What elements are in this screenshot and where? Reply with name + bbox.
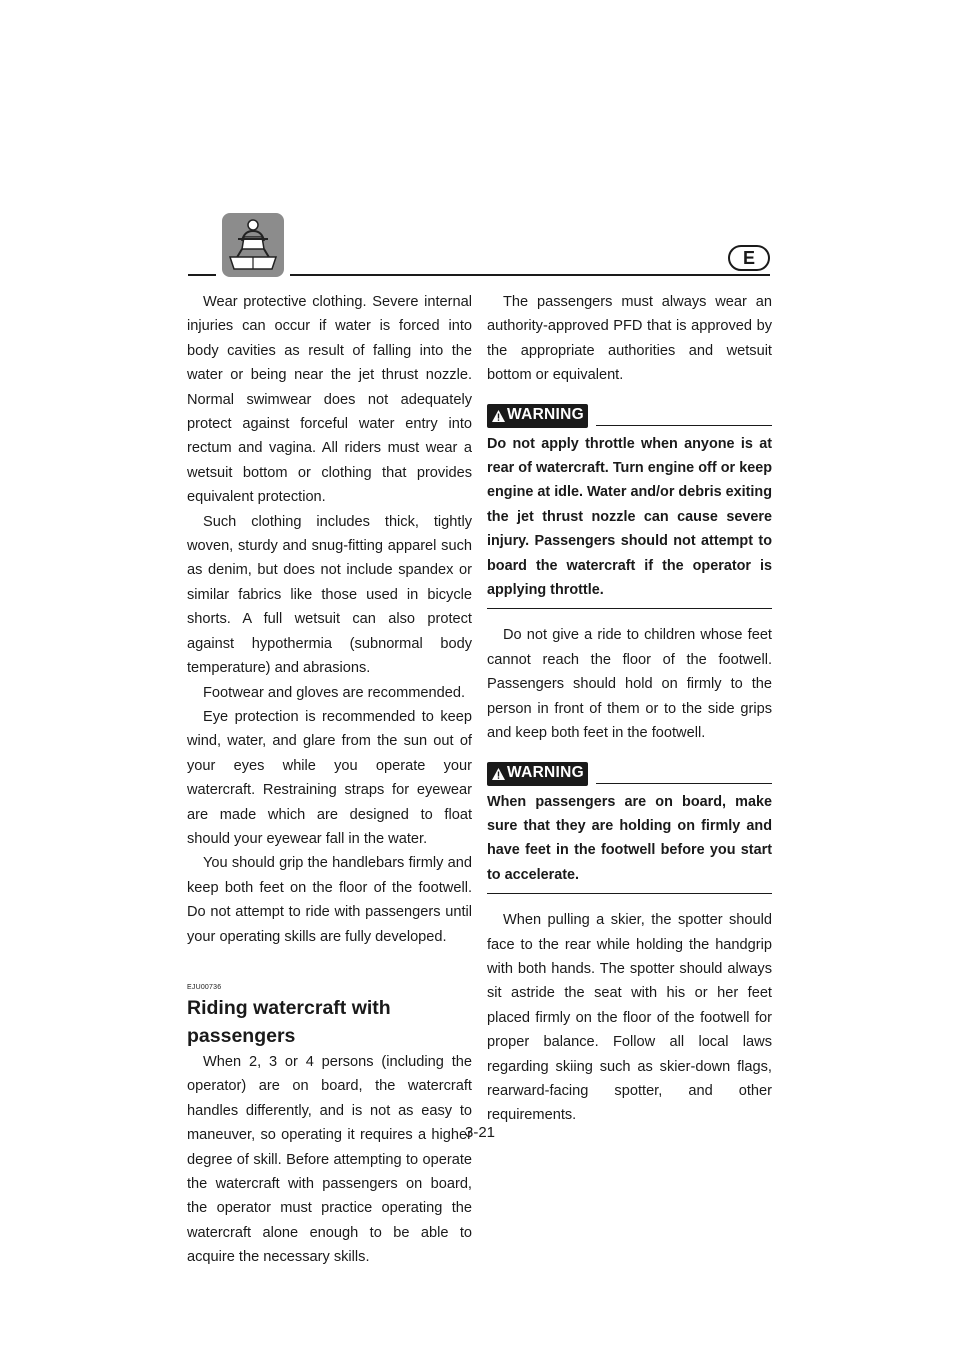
paragraph: You should grip the handlebars firmly and keep both feet on the floor of the footwell. Do not attempt to ride with passengers until your operating skills are fully developed.	[187, 855, 472, 945]
left-column	[187, 290, 472, 1270]
warning-label: WARNING	[487, 404, 588, 428]
paragraph: Do not give a ride to children whose feet cannot reach the floor of the footwell. Passengers should hold on firmly to the person in front of them or to the side grips and keep both feet in the footwell.	[487, 627, 772, 742]
paragraph: Such clothing includes thick, tightly woven, sturdy and snug-fitting apparel such as denim, but does not include spandex or similar fabrics like those used in bicycle shorts. A full wetsuit can also protect against hypothermia (subnormal body temperature) and abrasions.	[187, 513, 472, 677]
warning-rule	[596, 425, 772, 426]
warning-label: WARNING	[487, 762, 588, 786]
warning-triangle-icon	[491, 409, 506, 423]
section-code: EJU00736	[187, 983, 222, 991]
warning-triangle-icon	[491, 767, 506, 781]
rider-on-watercraft-icon	[222, 213, 284, 277]
warning-rule	[596, 783, 772, 784]
warning-text: Do not apply throttle when anyone is at rear of watercraft. Turn engine off or keep engine at idle. Water and/or debris exiting the jet thrust nozzle can cause severe injury. Passengers should not attempt to board the watercraft if the operator is applying throttle.	[487, 428, 772, 610]
section-heading: Riding watercraft with passengers	[187, 996, 391, 1047]
paragraph: Footwear and gloves are recommended.	[203, 684, 466, 701]
header-rule-right	[290, 274, 770, 276]
warning-text: When passengers are on board, make sure that they are holding on firmly and have feet in the footwell before you start to accelerate.	[487, 786, 772, 895]
paragraph: When pulling a skier, the spotter should face to the rear while holding the handgrip with both hands. The spotter should always sit astride the seat with his or her feet placed firmly on the floor of the footwell for proper balance. Follow all local laws regarding skiing such as skier-down flags, rearward-facing spotter, and other requirements.	[487, 912, 772, 1124]
paragraph: When 2, 3 or 4 persons (including the operator) are on board, the watercraft handles differently, and is not as easy to maneuver, so operating it requires a higher degree of skill. Before attempting to operate the watercraft with passengers on board, the operator must practice operating the watercraft alone enough to be able to acquire the necessary skills.	[187, 1053, 472, 1266]
paragraph: The passengers must always wear an authority-approved PFD that is approved by the appropriate authorities and wetsuit bottom or equivalent.	[487, 294, 772, 384]
paragraph: Eye protection is recommended to keep wind, water, and glare from the sun out of your eyes while you operate your watercraft. Restraining straps for eyewear are made which are designed to float should your eyewear fall in the water.	[187, 708, 472, 847]
header-rule-left	[188, 274, 216, 276]
right-column	[487, 290, 772, 1128]
warning-header	[487, 760, 772, 786]
language-badge: E	[728, 245, 770, 271]
warning-header	[487, 402, 772, 428]
paragraph: Wear protective clothing. Severe internal injuries can occur if water is forced into body cavities as result of falling into the water or being near the jet thrust nozzle. Normal swimwear does not adequately protect against forceful water entry into rectum and vagina. All riders must wear a wetsuit bottom or clothing that provides equivalent protection.	[187, 294, 472, 506]
page-number: 3-21	[464, 1124, 496, 1141]
